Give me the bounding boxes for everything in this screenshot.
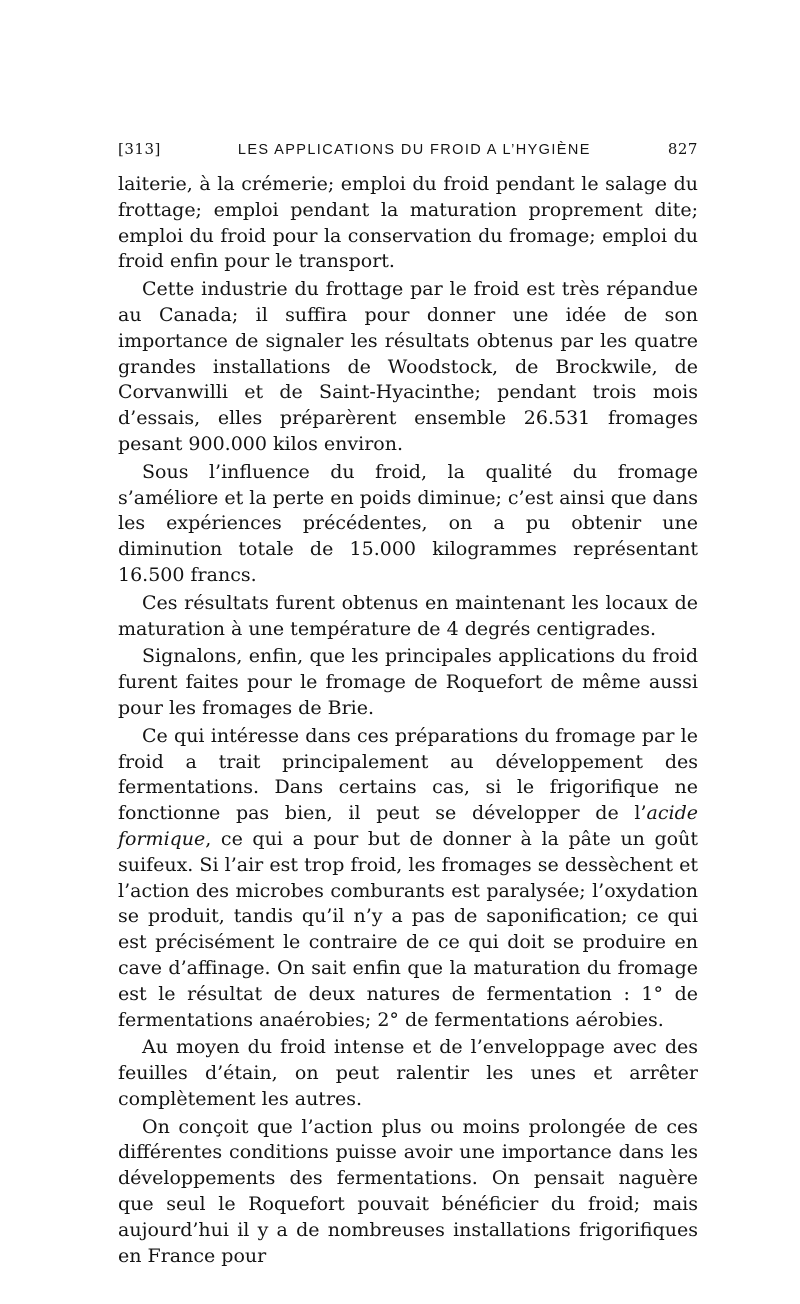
paragraph bbox=[118, 724, 698, 1034]
paragraph bbox=[118, 172, 698, 275]
text-run: Au moyen du froid intense et de l’enveloppage avec des feuilles d’étain, on peut ralentir les unes et arrêter complètement les autres. bbox=[118, 1036, 698, 1110]
book-page bbox=[118, 140, 698, 1269]
body-text bbox=[118, 172, 698, 1269]
paragraph bbox=[118, 1115, 698, 1270]
page-number: 827 bbox=[667, 140, 698, 158]
running-title: LES APPLICATIONS DU FROID A L’HYGIÈNE bbox=[237, 142, 591, 158]
text-run: Sous l’influence du froid, la qualité du fromage s’améliore et la perte en poids diminue; c’est ainsi que dans les expériences précédentes, on a pu obtenir une diminution totale de 15.000 kilogrammes représentant 16.500 francs. bbox=[118, 460, 698, 586]
text-run: Ce qui intéresse dans ces préparations du fromage par le froid a trait principalement au développement des fermentations. Dans certains cas, si le frigorifique ne fonctionne pas bien, il peut se développer de l’ bbox=[118, 724, 698, 825]
paragraph bbox=[118, 277, 698, 458]
text-run: laiterie, à la crémerie; emploi du froid pendant le salage du frottage; emploi pendant la maturation proprement dite; emploi du froid pour la conservation du fromage; emploi du froid enfin pour le transport. bbox=[118, 173, 698, 273]
section-number: [313] bbox=[118, 140, 161, 158]
paragraph bbox=[118, 1035, 698, 1112]
text-run: Cette industrie du frottage par le froid est très répandue au Canada; il suffira pour donner une idée de son importance de signaler les résultats obtenus par les quatre grandes installations de Woodstock, de Brockwile, de Corvanwilli et de Saint-Hyacinthe; pendant trois mois d’essais, elles préparèrent ensemble 26.531 fromages pesant 900.000 kilos environ. bbox=[118, 278, 698, 455]
text-run: Signalons, enfin, que les principales applications du froid furent faites pour le fromage de Roquefort de même aussi pour les fromages de Brie. bbox=[118, 645, 698, 719]
paragraph bbox=[118, 644, 698, 721]
text-run: On conçoit que l’action plus ou moins prolongée de ces différentes conditions puisse avoir une importance dans les développements des fermentations. On pensait naguère que seul le Roquefort pouvait bénéficier du froid; mais aujourd’hui il y a de nombreuses installations frigorifiques en France pour bbox=[118, 1115, 698, 1267]
paragraph bbox=[118, 591, 698, 643]
paragraph bbox=[118, 460, 698, 589]
running-head bbox=[118, 140, 698, 158]
italic-term: acide formique bbox=[118, 802, 698, 850]
text-run: Ces résultats furent obtenus en maintenant les locaux de maturation à une température de 4 degrés centigrades. bbox=[118, 591, 698, 640]
text-run: , ce qui a pour but de donner à la pâte un goût suifeux. Si l’air est trop froid, les fromages se dessèchent et l’action des microbes comburants est paralysée; l’oxydation se produit, tandis qu’il n’y a pas de saponification; ce qui est précisément le contraire de ce qui doit se produire en cave d’affinage. On sait enfin que la maturation du fromage est le résultat de deux natures de fermentation : 1° de fermentations anaérobies; 2° de fermentations aérobies. bbox=[118, 827, 698, 1031]
